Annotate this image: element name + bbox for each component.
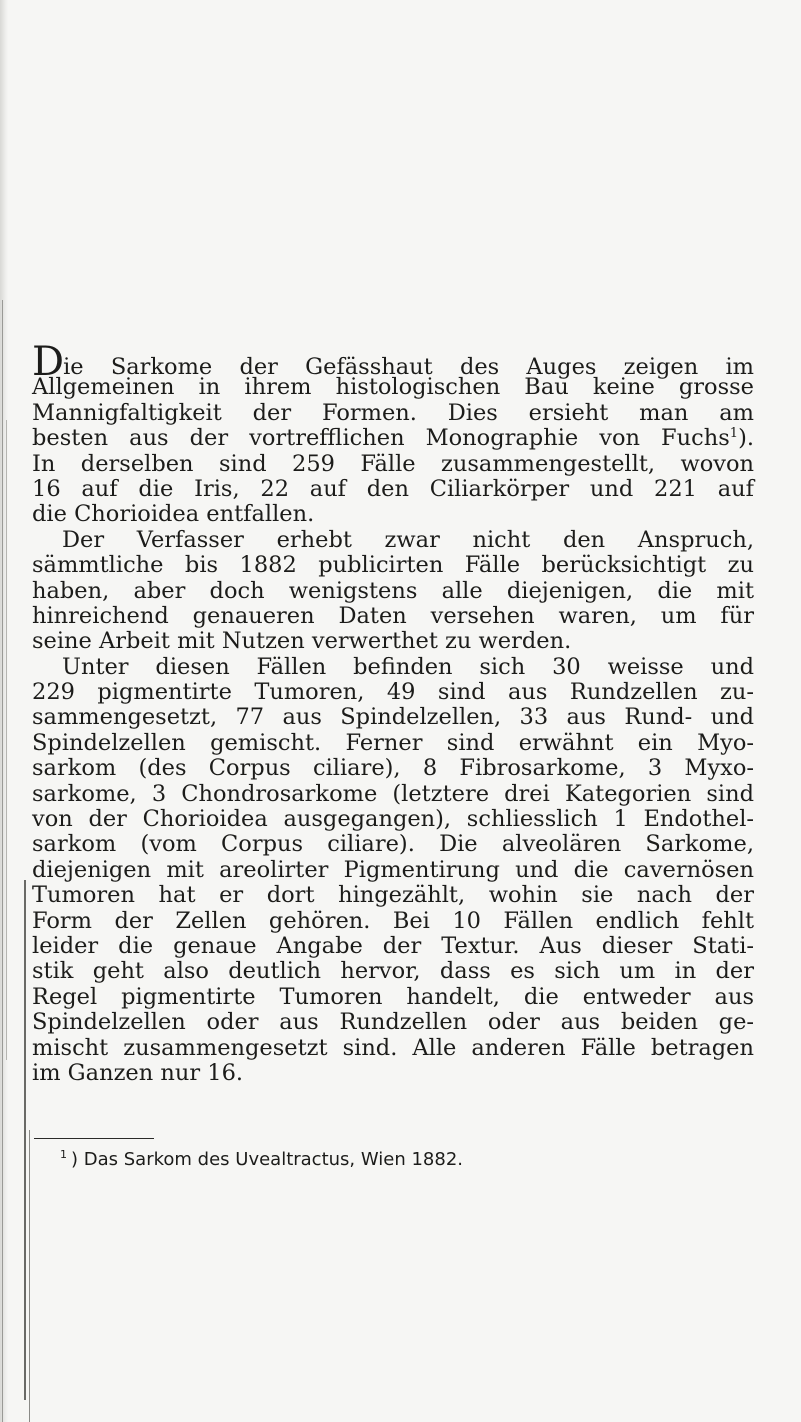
- text-line: im Ganzen nur 16.: [32, 1059, 244, 1086]
- text-line: sarkom (vom Corpus ciliare). Die alveolären Sarkome,: [32, 831, 754, 858]
- text-line: Regel pigmentirte Tumoren handelt, die entweder aus: [32, 983, 754, 1010]
- text-line: seine Arbeit mit Nutzen verwerthet zu werden.: [32, 628, 572, 655]
- scan-edge-line: [2, 300, 3, 1422]
- scan-edge-line: [29, 1130, 30, 1422]
- scan-edge-line: [6, 420, 7, 1060]
- text-line: besten aus der vortrefflichen Monographie von Fuchs$^1$).: [32, 425, 754, 452]
- footnote-mark: 1: [60, 1148, 67, 1161]
- text-line: Die Sarkome der Gefässhaut des Auges zeigen im: [32, 339, 754, 385]
- text-line: sämmtliche bis 1882 publicirten Fälle berücksichtigt zu: [32, 552, 754, 579]
- text-line: sarkom (des Corpus ciliare), 8 Fibrosarkome, 3 Myxo-: [32, 755, 754, 782]
- paragraph: [32, 655, 754, 1087]
- text-line: 16 auf die Iris, 22 auf den Ciliarkörper und 221 auf: [32, 475, 754, 502]
- text-line: stik geht also deutlich hervor, dass es sich um in der: [32, 958, 754, 985]
- text-line: Spindelzellen gemischt. Ferner sind erwähnt ein Myo-: [32, 729, 754, 756]
- text-line: leider die genaue Angabe der Textur. Aus dieser Stati-: [32, 932, 754, 959]
- text-line: haben, aber doch wenigstens alle diejenigen, die mit: [32, 577, 754, 604]
- drop-cap: D: [32, 339, 64, 385]
- text-line: In derselben sind 259 Fälle zusammengestellt, wovon: [32, 450, 754, 477]
- main-text: [32, 339, 754, 1086]
- text-line: die Chorioidea entfallen.: [32, 501, 315, 528]
- text-line: Unter diesen Fällen befinden sich 30 weisse und: [62, 653, 754, 680]
- text-line: diejenigen mit areolirter Pigmentirung und die cavernösen: [32, 856, 754, 883]
- text-line: Spindelzellen oder aus Rundzellen oder aus beiden ge-: [32, 1009, 754, 1036]
- scan-edge-line: [24, 880, 26, 1400]
- text-line: Der Verfasser erhebt zwar nicht den Anspruch,: [62, 526, 754, 553]
- text-line: mischt zusammengesetzt sind. Alle anderen Fälle betragen: [32, 1034, 754, 1061]
- footnote-rule: [34, 1138, 154, 1139]
- text-line: hinreichend genaueren Daten versehen waren, um für: [32, 602, 754, 629]
- text-line: sarkome, 3 Chondrosarkome (letztere drei Kategorien sind: [32, 780, 754, 807]
- footnote: $^1$ ) Das Sarkom des Uvealtractus, Wien 1882.: [60, 1148, 464, 1170]
- footnote-reference[interactable]: 1: [729, 426, 739, 442]
- text-line: Mannigfaltigkeit der Formen. Dies ersieht man am: [32, 399, 754, 426]
- paragraph: [32, 339, 754, 528]
- paragraph: [32, 528, 754, 655]
- text-line: sammengesetzt, 77 aus Spindelzellen, 33 aus Rund- und: [32, 704, 754, 731]
- text-line: von der Chorioidea ausgegangen), schliesslich 1 Endothel-: [32, 806, 754, 833]
- text-line: Allgemeinen in ihrem histologischen Bau keine grosse: [32, 374, 754, 401]
- text-line: Form der Zellen gehören. Bei 10 Fällen endlich fehlt: [32, 907, 754, 934]
- footnote-text: Das Sarkom des Uvealtractus, Wien 1882.: [83, 1149, 464, 1170]
- text-line: Tumoren hat er dort hingezählt, wohin sie nach der: [32, 882, 754, 909]
- text-line: 229 pigmentirte Tumoren, 49 sind aus Rundzellen zu-: [32, 679, 754, 706]
